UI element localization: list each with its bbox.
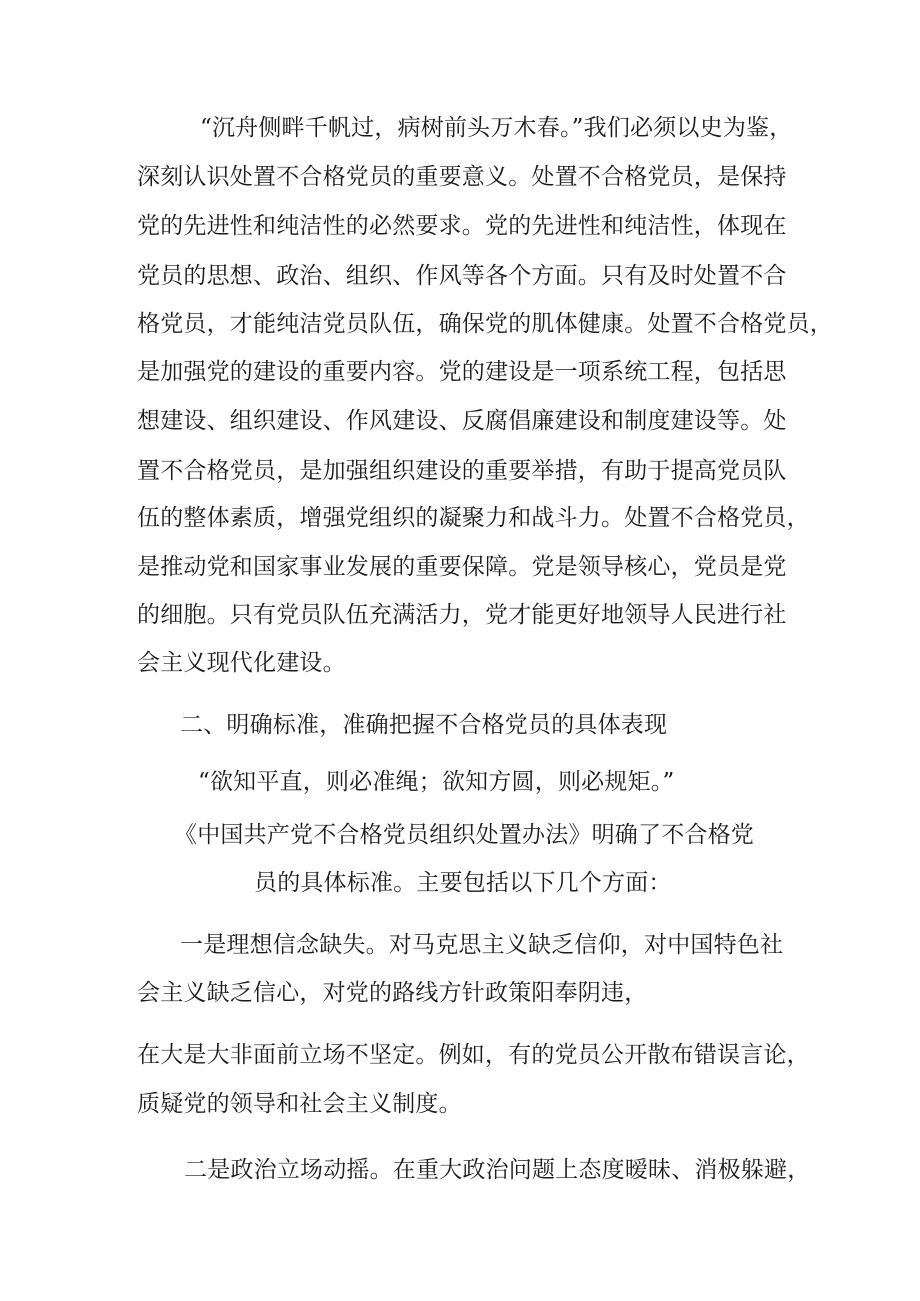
para1-line-7: 想建设、组织建设、作风建设、反腐倡廉建设和制度建设等。处 (137, 408, 787, 434)
standard-line-1: 《中国共产党不合格党员组织处置办法》明确了不合格党 (174, 822, 754, 848)
para1-line-8: 置不合格党员，是加强组织建设的重要举措，有助于提高党员队 (137, 458, 787, 484)
para1-line-2: 深刻认识处置不合格党员的重要意义。处置不合格党员，是保持 (137, 164, 787, 190)
para1-line-10: 是推动党和国家事业发展的重要保障。党是领导核心，党员是党 (137, 554, 787, 580)
item1-cont-line-1: 在大是大非面前立场不坚定。例如，有的党员公开散布错误言论， (137, 1042, 810, 1068)
item1-line-2: 会主义缺乏信心，对党的路线方针政策阳奉阴违， (137, 980, 648, 1006)
para1-line-11: 的细胞。只有党员队伍充满活力，党才能更好地领导人民进行社 (137, 602, 787, 628)
para1-line-6: 是加强党的建设的重要内容。党的建设是一项系统工程，包括思 (137, 359, 787, 385)
para1-line-12: 会主义现代化建设。 (137, 650, 346, 676)
quote-line: “欲知平直，则必准绳；欲知方圆，则必规矩。” (198, 769, 675, 795)
item1-cont-line-2: 质疑党的领导和社会主义制度。 (137, 1091, 462, 1117)
para1-line-9: 伍的整体素质，增强党组织的凝聚力和战斗力。处置不合格党员， (137, 505, 810, 531)
para1-line-1: “沉舟侧畔千帆过，病树前头万木春。”我们必须以史为鉴， (200, 115, 793, 141)
section-heading: 二、明确标准，准确把握不合格党员的具体表现 (180, 712, 668, 738)
item1-line-1: 一是理想信念缺失。对马克思主义缺乏信仰，对中国特色社 (180, 932, 784, 958)
para1-line-4: 党员的思想、政治、组织、作风等各个方面。只有及时处置不合 (137, 263, 787, 289)
standard-line-2: 员的具体标准。主要包括以下几个方面： (254, 870, 672, 896)
item2-line-1: 二是政治立场动摇。在重大政治问题上态度暧昧、消极躲避， (184, 1157, 811, 1183)
para1-line-5: 格党员，才能纯洁党员队伍，确保党的肌体健康。处置不合格党员， (137, 311, 833, 337)
para1-line-3: 党的先进性和纯洁性的必然要求。党的先进性和纯洁性，体现在 (137, 213, 787, 239)
